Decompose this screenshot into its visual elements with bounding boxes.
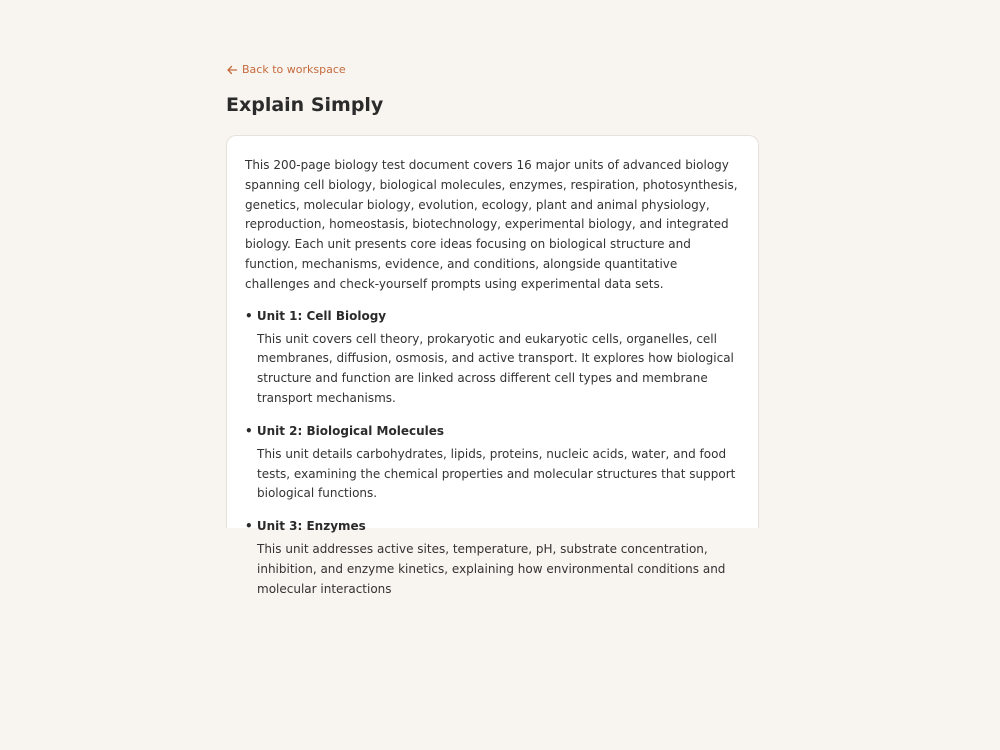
unit-section bbox=[245, 517, 740, 599]
arrow-left-icon bbox=[226, 64, 238, 76]
back-to-workspace-link[interactable] bbox=[226, 63, 346, 76]
unit-section bbox=[245, 422, 740, 504]
unit-title: • Unit 2: Biological Molecules bbox=[245, 423, 445, 438]
unit-title: • Unit 3: Enzymes bbox=[245, 519, 366, 534]
unit-description: This unit addresses active sites, temperature, pH, substrate concentration, inhibition, and enzyme kinetics, explaining how environmental conditions and molecular interactions bbox=[257, 542, 726, 596]
intro-paragraph: This 200-page biology test document covers 16 major units of advanced biology spanning cell biology, biological molecules, enzymes, respiration, photosynthesis, genetics, molecular biology, evolution, ecology, plant and animal physiology, reproduction, homeostasis, biotechnology, experimental biology, and integrated biology. Each unit presents core ideas focusing on biological structure and function, mechanisms, evidence, and conditions, alongside quantitative challenges and check-yourself prompts using experimental data sets. bbox=[245, 158, 738, 291]
explanation-card[interactable] bbox=[226, 135, 759, 596]
back-link-label: Back to workspace bbox=[242, 63, 346, 76]
unit-title: • Unit 1: Cell Biology bbox=[245, 308, 387, 323]
page-title: Explain Simply bbox=[226, 94, 384, 116]
unit-description: This unit details carbohydrates, lipids, proteins, nucleic acids, water, and food tests, examining the chemical properties and molecular structures that support biological functions. bbox=[257, 446, 736, 501]
explanation-content bbox=[227, 136, 758, 600]
unit-description: This unit covers cell theory, prokaryotic and eukaryotic cells, organelles, cell membranes, diffusion, osmosis, and active transport. It explores how biological structure and function are linked across different cell types and membrane transport mechanisms. bbox=[257, 331, 734, 405]
unit-section bbox=[245, 307, 740, 409]
